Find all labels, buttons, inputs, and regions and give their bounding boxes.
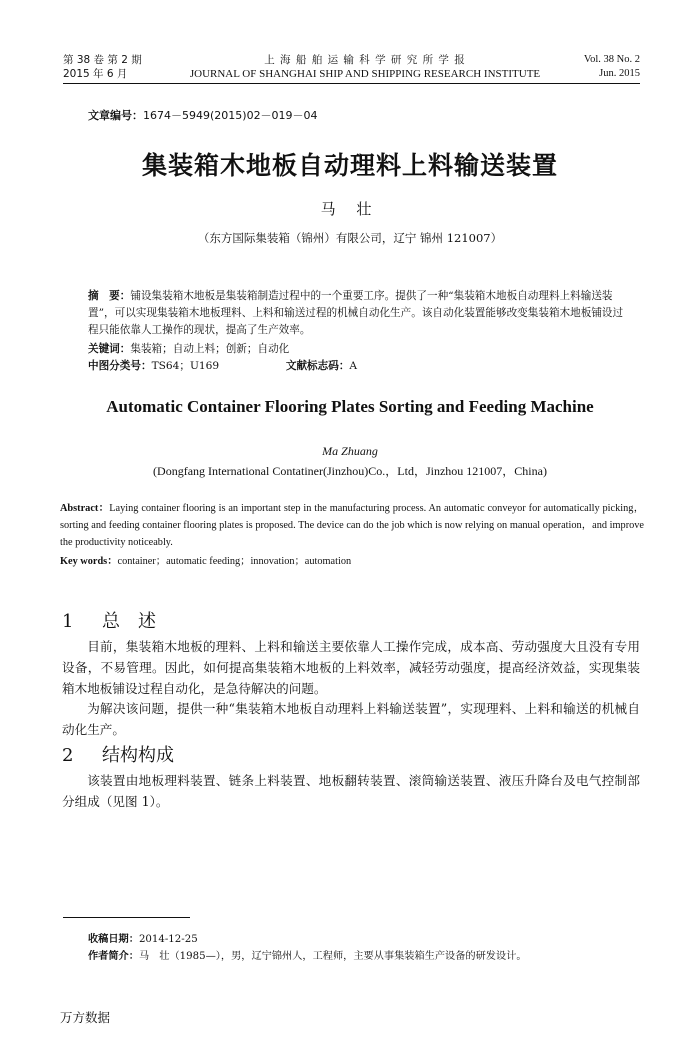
header-journal — [170, 53, 560, 81]
keywords-en-label: Key words： — [60, 556, 118, 567]
footnote-received — [88, 932, 638, 948]
affiliation-cn: （东方国际集装箱（锦州）有限公司，辽宁 锦州 121007） — [197, 231, 503, 245]
header-volume — [63, 53, 173, 81]
section-1-number: 1 — [62, 611, 74, 632]
author-bio-label: 作者简介： — [88, 951, 139, 962]
keywords-en — [60, 553, 644, 570]
keywords-cn — [88, 341, 628, 358]
watermark-wanfang: 万方数据 — [60, 1010, 111, 1025]
keywords-en-text: container；automatic feeding；innovation；automation — [117, 556, 352, 567]
header-month: Jun. 2015 — [599, 68, 640, 79]
abstract-en-text: Laying container flooring is an important step in the manufacturing process. An automatic conveyor for automatically picking，sorting and feeding container flooring plates is proposed. The device can do the job which is now relying on manual operation，and improve the productivity noticeably. — [60, 503, 644, 548]
keywords-cn-label: 关键词： — [88, 343, 131, 355]
footnote-rule — [63, 917, 190, 918]
clc-value: TS64；U169 — [151, 360, 220, 372]
clc-label: 中图分类号： — [88, 360, 152, 372]
header-volume-issue: 第 38 卷 第 2 期 — [63, 54, 142, 66]
section-2-number: 2 — [62, 745, 74, 766]
abstract-cn-text: 铺设集装箱木地板是集装箱制造过程中的一个重要工序。提供了一种“集装箱木地板自动理料上料输送装置”，可以实现集装箱木地板理料、上料和输送过程的机械自动化生产。该自动化装置能够改变集装箱木地板铺设过程只能依靠人工操作的现状，提高了生产效率。 — [88, 290, 624, 336]
section-2-paragraph-1: 该装置由地板理料装置、链条上料装置、地板翻转装置、滚筒输送装置、液压升降台及电气控制部分组成（见图 1）。 — [62, 773, 640, 809]
header-date: 2015 年 6 月 — [63, 68, 128, 80]
header-rule — [63, 83, 640, 84]
footnote-author — [88, 949, 648, 965]
abstract-en — [60, 500, 644, 551]
section-1-title: 总 述 — [102, 611, 156, 632]
affiliation-en: (Dongfang International Contatiner(Jinzhou)Co.，Ltd，Jinzhou 121007，China) — [153, 464, 547, 478]
article-number — [88, 107, 318, 123]
title-cn: 集装箱木地板自动理料上料输送装置 — [141, 151, 558, 180]
author-en: Ma Zhuang — [322, 444, 378, 458]
section-1-paragraph-2: 为解决该问题，提供一种“集装箱木地板自动理料上料输送装置”，实现理料、上料和输送的机械自动化生产。 — [62, 701, 640, 737]
section-1-heading — [62, 607, 156, 633]
article-number-label: 文章编号： — [88, 109, 143, 122]
section-1-paragraph-1: 目前，集装箱木地板的理料、上料和输送主要依靠人工操作完成，成本高、劳动强度大且没有专用设备，不易管理。因此，如何提高集装箱木地板的上料效率，减轻劳动强度，提高经济效益，实现集装箱木地板铺设过程自动化，是急待解决的问题。 — [62, 639, 640, 696]
classification — [88, 358, 628, 375]
section-2-title: 结构构成 — [102, 745, 174, 766]
abstract-en-label: Abstract： — [60, 503, 110, 514]
header-vol-no: Vol. 38 No. 2 — [583, 54, 640, 65]
doc-code-label: 文献标志码： — [285, 360, 350, 372]
article-number-value: 1674－5949(2015)02－019－04 — [143, 109, 318, 122]
received-value: 2014-12-25 — [138, 934, 198, 945]
journal-name-cn: 上 海 船 舶 运 输 科 学 研 究 所 学 报 — [264, 54, 466, 66]
author-bio-value: 马 壮（1985—），男，辽宁锦州人，工程师，主要从事集装箱生产设备的研发设计。 — [138, 951, 527, 962]
doc-code-value: A — [349, 360, 358, 372]
section-2-heading — [62, 741, 174, 767]
abstract-cn — [88, 288, 628, 339]
abstract-cn-label: 摘 要： — [88, 290, 131, 302]
received-label: 收稿日期： — [88, 934, 139, 945]
header-vol-en — [555, 53, 640, 81]
keywords-cn-text: 集装箱；自动上料；创新；自动化 — [130, 343, 290, 355]
title-en: Automatic Container Flooring Plates Sorting and Feeding Machine — [106, 397, 594, 416]
journal-name-en: JOURNAL OF SHANGHAI SHIP AND SHIPPING RESEARCH INSTITUTE — [189, 68, 541, 80]
author-cn: 马 壮 — [320, 200, 380, 218]
